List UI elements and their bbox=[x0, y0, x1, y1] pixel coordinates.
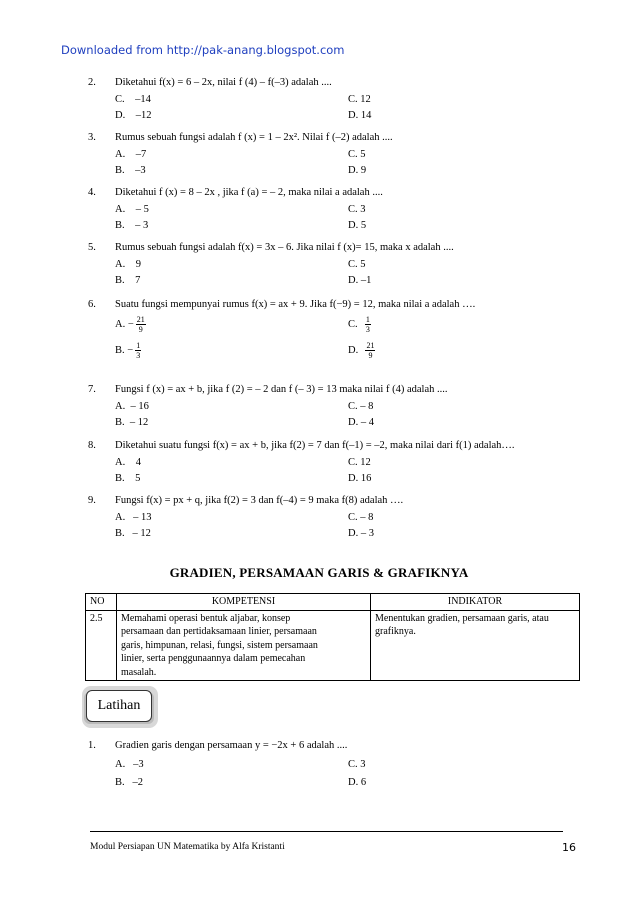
option-d: D. 5 bbox=[348, 220, 367, 231]
question-stem: Rumus sebuah fungsi adalah f (x) = 1 – 2x². Nilai f (–2) adalah .... bbox=[115, 132, 393, 143]
question-number: 2. bbox=[88, 77, 96, 88]
source-link[interactable]: Downloaded from http://pak-anang.blogspot.com bbox=[61, 43, 345, 57]
page-number: 16 bbox=[562, 841, 576, 854]
question-stem: Suatu fungsi mempunyai rumus f(x) = ax + 9. Jika f(−9) = 12, maka nilai a adalah …. bbox=[115, 299, 476, 310]
option-d: D. 6 bbox=[348, 777, 367, 788]
option-b: B. – 12 bbox=[115, 417, 149, 428]
option-b: B. 5 bbox=[115, 473, 141, 484]
option-d: D. 9 bbox=[348, 165, 367, 176]
question-number: 5. bbox=[88, 242, 96, 253]
option-b: B. – 12 bbox=[115, 528, 151, 539]
option-c: C. 3 bbox=[348, 204, 366, 215]
option-a: A. − $\frac{21}{9}$ bbox=[115, 315, 145, 334]
question-number: 4. bbox=[88, 187, 96, 198]
cell-indikator: Menentukan gradien, persamaan garis, atau grafiknya. bbox=[371, 610, 580, 681]
option-a: A. –7 bbox=[115, 149, 147, 160]
option-row1-right: C. 12 bbox=[348, 94, 371, 105]
option-b: B. –2 bbox=[115, 777, 144, 788]
option-d: D. 16 bbox=[348, 473, 372, 484]
option-c: C. $\frac{1}{3}$ bbox=[348, 315, 370, 334]
option-c: C. – 8 bbox=[348, 512, 374, 523]
option-a: A. – 5 bbox=[115, 204, 149, 215]
question-number: 3. bbox=[88, 132, 96, 143]
option-c: C. 3 bbox=[348, 759, 366, 770]
option-row2-left: D. –12 bbox=[115, 110, 152, 121]
section-title: GRADIEN, PERSAMAAN GARIS & GRAFIKNYA bbox=[169, 565, 469, 580]
option-b: B. 7 bbox=[115, 275, 141, 286]
option-b: B. – 3 bbox=[115, 220, 149, 231]
question-stem: Diketahui f(x) = 6 – 2x, nilai f (4) – f(–3) adalah .... bbox=[115, 77, 332, 88]
option-a: A. – 16 bbox=[115, 401, 149, 412]
option-row1-left: C. –14 bbox=[115, 94, 151, 105]
question-number: 6. bbox=[88, 299, 96, 310]
header-kompetensi: KOMPETENSI bbox=[117, 594, 371, 611]
question-stem: Fungsi f(x) = px + q, jika f(2) = 3 dan f(–4) = 9 maka f(8) adalah …. bbox=[115, 495, 404, 506]
option-d: D. –1 bbox=[348, 275, 372, 286]
question-number: 1. bbox=[88, 740, 96, 751]
question-number: 9. bbox=[88, 495, 96, 506]
competency-table bbox=[85, 593, 580, 681]
cell-kompetensi: Memahami operasi bentuk aljabar, konsep persamaan dan pertidaksamaan linier, persamaan garis, himpunan, relasi, fungsi, sistem persamaan linier, serta penggunaannya dalam pemecahan masalah. bbox=[117, 610, 371, 681]
option-c: C. 5 bbox=[348, 149, 366, 160]
option-d: D. – 4 bbox=[348, 417, 374, 428]
header-indikator: INDIKATOR bbox=[371, 594, 580, 611]
option-a: A. – 13 bbox=[115, 512, 152, 523]
option-row2-right: D. 14 bbox=[348, 110, 372, 121]
footer-divider bbox=[90, 831, 563, 832]
question-stem: Diketahui suatu fungsi f(x) = ax + b, jika f(2) = 7 dan f(–1) = –2, maka nilai dari f(1) adalah…. bbox=[115, 440, 515, 451]
question-number: 8. bbox=[88, 440, 96, 451]
question-stem: Diketahui f (x) = 8 – 2x , jika f (a) = – 2, maka nilai a adalah .... bbox=[115, 187, 383, 198]
option-c: C. – 8 bbox=[348, 401, 374, 412]
question-number: 7. bbox=[88, 384, 96, 395]
option-b: B. –3 bbox=[115, 165, 146, 176]
option-b: B. − $\frac{1}{3}$ bbox=[115, 341, 141, 360]
latihan-label: Latihan bbox=[86, 690, 152, 722]
footer-text: Modul Persiapan UN Matematika by Alfa Kristanti bbox=[90, 842, 285, 852]
option-a: A. 4 bbox=[115, 457, 141, 468]
option-a: A. 9 bbox=[115, 259, 141, 270]
option-c: C. 12 bbox=[348, 457, 371, 468]
option-c: C. 5 bbox=[348, 259, 366, 270]
question-stem: Gradien garis dengan persamaan y = −2x + 6 adalah .... bbox=[115, 740, 348, 751]
option-a: A. –3 bbox=[115, 759, 144, 770]
header-no: NO bbox=[86, 594, 117, 611]
question-stem: Fungsi f (x) = ax + b, jika f (2) = – 2 dan f (– 3) = 13 maka nilai f (4) adalah .... bbox=[115, 384, 448, 395]
option-d: D. – 3 bbox=[348, 528, 374, 539]
cell-no: 2.5 bbox=[86, 610, 117, 681]
question-stem: Rumus sebuah fungsi adalah f(x) = 3x – 6. Jika nilai f (x)= 15, maka x adalah .... bbox=[115, 242, 454, 253]
option-d: D. $\frac{21}{9}$ bbox=[348, 341, 375, 360]
